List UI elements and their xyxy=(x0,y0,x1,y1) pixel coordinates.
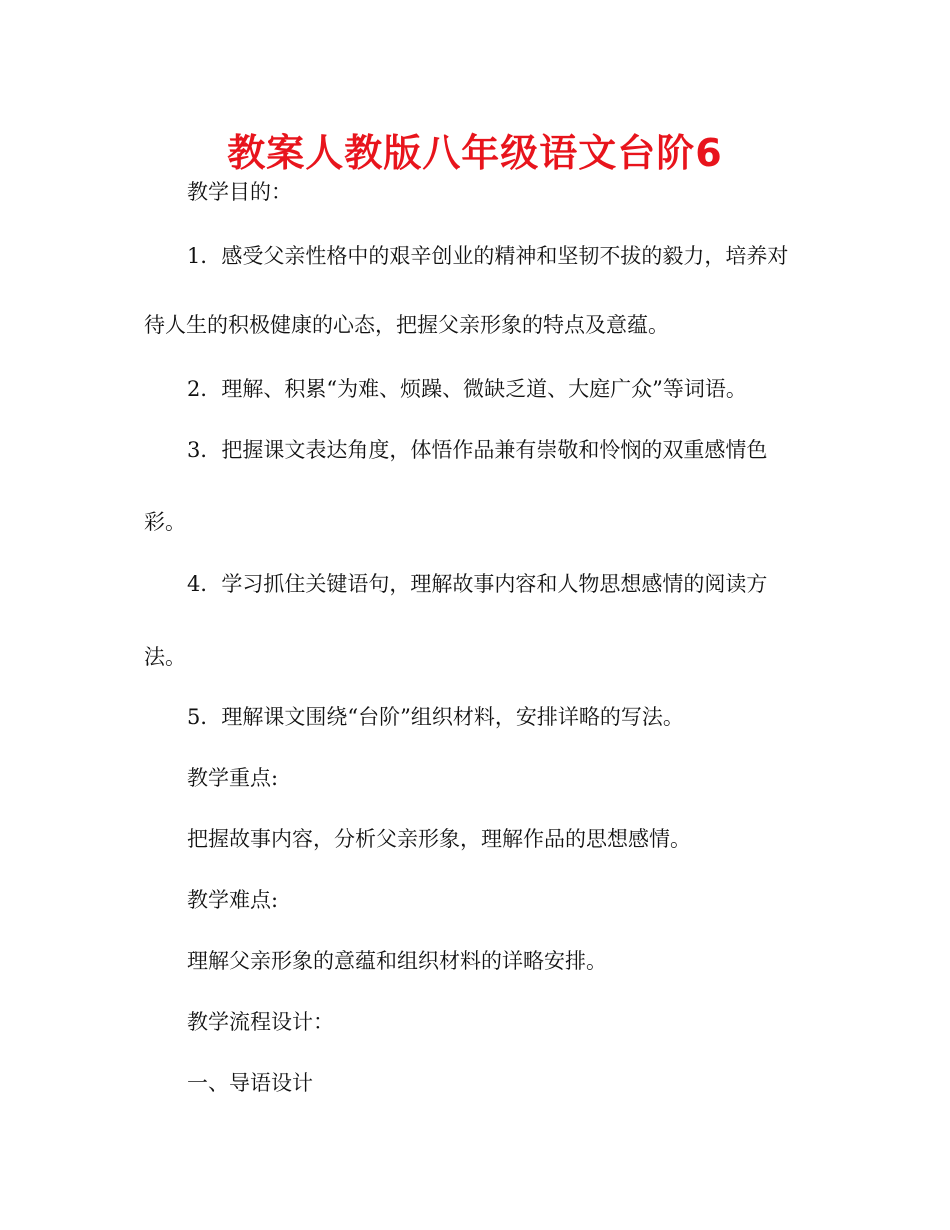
section-heading-difficulties: 教学难点: xyxy=(187,888,279,912)
objective-5: 5．理解课文围绕“台阶”组织材料，安排详略的写法。 xyxy=(187,705,684,729)
objective-3-line-1: 3．把握课文表达角度，体悟作品兼有崇敬和怜悯的双重感情色 xyxy=(187,438,768,462)
objective-1-line-1: 1．感受父亲性格中的艰辛创业的精神和坚韧不拔的毅力，培养对 xyxy=(187,244,789,268)
key-points-text: 把握故事内容，分析父亲形象，理解作品的思想感情。 xyxy=(187,827,691,851)
difficulties-text: 理解父亲形象的意蕴和组织材料的详略安排。 xyxy=(187,949,607,973)
section-heading-key-points: 教学重点: xyxy=(187,766,279,790)
objective-1-line-2: 待人生的积极健康的心态，把握父亲形象的特点及意蕴。 xyxy=(144,313,669,337)
document-title: 教案人教版八年级语文台阶6 xyxy=(227,131,723,175)
objective-4-line-2: 法。 xyxy=(144,645,186,669)
process-step-1: 一、导语设计 xyxy=(187,1071,313,1095)
section-heading-process: 教学流程设计： xyxy=(187,1010,334,1034)
objective-4-line-1: 4．学习抓住关键语句，理解故事内容和人物思想感情的阅读方 xyxy=(187,572,768,596)
section-heading-objectives: 教学目的： xyxy=(187,180,292,204)
objective-3-line-2: 彩。 xyxy=(144,510,186,534)
objective-2: 2．理解、积累“为难、烦躁、微缺乏道、大庭广众”等词语。 xyxy=(187,377,747,401)
